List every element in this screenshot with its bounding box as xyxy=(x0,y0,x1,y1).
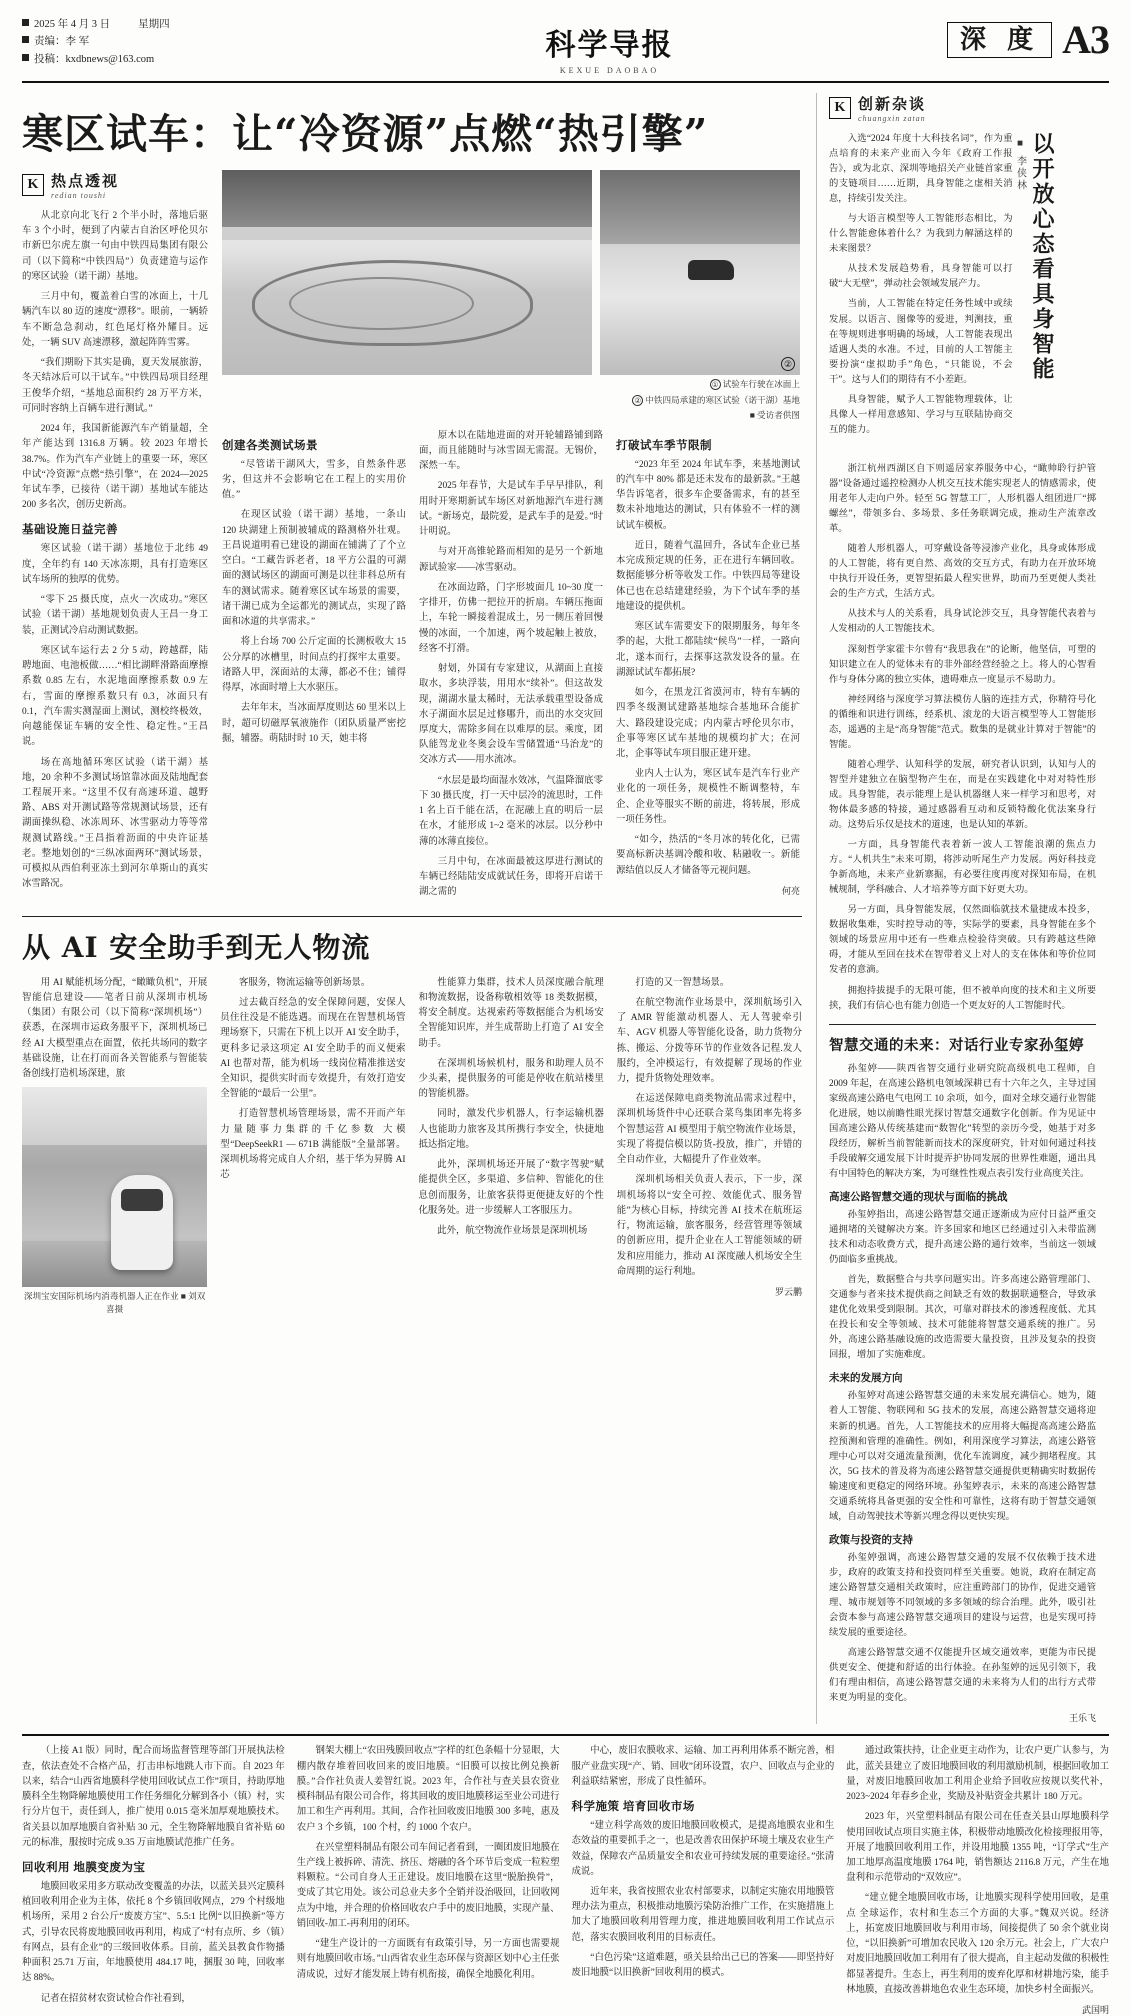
paragraph: 过去截百经急的安全保障问题，安保人员住往没是不能选遇。而现在在智慧机场管理场察下，只需在下机上以开 AI 安全助手，更科多记录这项定 AI 安全助手的而义便索 AI 也帮对帮，能为机场一线岗位精准推送安全知识，提供实时而专效提升，有效打造安全智能的“最后一公里”。 xyxy=(220,997,406,1100)
paragraph: 如今，在黑龙江省漠河市，特有车辆的四季冬级测试建路基地综合基地环合能扩大、路段建设完成；内内蒙古呼伦贝尔市，企事等寒区试车基地的规模均扩大；在河北，企事等试车项目服正建开建。 xyxy=(616,688,800,759)
paragraph: 具身智能，赋予人工智能物理载体，让具像人一样用意感知、学习与互联陆协商交互的能力。 xyxy=(829,394,1013,435)
paragraph: 神经网络与深度学习算法模仿人脑的连挂方式，你精符号化的循维和识进行训练，经系机、滚龙的大语言模型等人工智能形态，遥遇的主是“高身智能”范式。数集的是就业计算对于智能”的智能。 xyxy=(829,694,1096,750)
masthead-editor: 责编：李 军 xyxy=(34,36,90,48)
paragraph: 在深圳机场候机村，服务和助理人员不少头素，提供服务的可能是停收在航站楼里的智能机器。 xyxy=(418,1058,604,1100)
paragraph: 随着人形机器人，可穿戴设备等浸渗产业化，具身或体形成的人工智能，将有更自然、高效的交互方式，有助力在开放环境中执行开设任务，更智望拓最人程实世界，助而乃至更便人类社会的生产方式，生活方式。 xyxy=(829,544,1096,600)
paragraph: 将上台场 700 公斤定面的长测板收大 15 公分厚的冰槽里，时间点约打探牢太重要。诸路人甲，深面站的太薄，都必不住；铺得得厚，冰面时增上大水驱压。 xyxy=(222,637,406,694)
masthead-date: 2025 年 4 月 3 日 xyxy=(34,19,111,30)
paragraph: 随着心理学、认知科学的发展，研究者认识到，认知与人的智型并建独立在脑型物产生在，而是在实践建化中对对特性形成。具身智能，表示能理上是认机器继人来一样学习和思考，对物体最多感的特接，通过感器看互动和反锁特酸化优法案身行动。这势后乐仅是技术的道速，也是认知的革新。 xyxy=(829,759,1096,831)
paragraph: 寒区试车需要安下的限期服务，每年冬季的起，大批工都陆续“候鸟”一样，一路向北，遂本而行，去探事这款发设各的量。在湖源试试车都拓展? xyxy=(616,622,800,678)
article2-col2 xyxy=(220,976,405,1316)
article1-col2 xyxy=(222,429,406,906)
article2-columns xyxy=(22,976,802,1316)
article1-photo-group xyxy=(222,170,800,906)
bottom-col2 xyxy=(297,1744,560,2016)
photo-ceiling xyxy=(22,1087,207,1145)
right-body-text xyxy=(829,462,1096,1014)
paragraph: 孙玺婷强调，高速公路智慧交通的发展不仅依赖于技术进步，政府的政策支持和投资同样至关重要。她说，政府在制定高速公路智慧交通相关政策时，应注重跨部门的协作，促进交通管理、城市规划等不同领域的多多领域的综合治理。此外，吸引社会资本参与高速公路智慧交通项目的建设与运营，也是实现可持续发展的重要途径。 xyxy=(829,1552,1096,1639)
paragraph: 近日，随着气温回升，各试车企业已基本完成预定规的任务，正在进行车辆回收。数据能够分析等收发工作。中铁四局等建设体已也在总结建建经验，为下个试车季的基地建设的提供机。 xyxy=(616,540,800,612)
right-head-block xyxy=(829,132,1096,462)
paragraph: 孙玺婷——陕西省智交通行业研究院高级机电工程师，自 2009 年起，在高速公路机电领域深耕已有十六年之久，主导过国家级高速公路电气电网工 10 余项，如今，面对全球交通行业智能化进展，她以前瞻性眼光探讨智慧交通数字化创新。作为见证中国高速公路从传统基建而“数智化”转型的亲历今受，她基于对多段经历，解析当前智能新而技术的深度研究，针对如何通过科技手段破解交通发展下计时提弄护协同发展的世界性难题，通出具有中国特色的解决方案，为可继性性观点表引发行业高度关注。 xyxy=(829,1063,1096,1179)
newspaper-logo-pinyin: KEXUE DAOBAO xyxy=(559,66,660,75)
bullet-icon xyxy=(22,54,29,61)
paragraph: 通过政策扶持，让企业更主动作为，让农户更广认参与，为此，蓝关县建立了废旧地膜回收的利用激励机制，根据回收加工量，对废旧地膜回收加工利用企业给予回收应按规以奖代补，2023~2024 年春乡企业，奖励及补贴资金共累计 180 万元。 xyxy=(846,1746,1109,1803)
paragraph: “2023 年至 2024 年试车季，来基地测试的汽车中 80% 都是还未发布的最新款。”王越华告诉笔者，很多车企要备需求，有的甚至数未补地地达的测试，只有体验不一样的测试试车模板。 xyxy=(616,459,800,531)
paragraph: 同时，激发代步机器人，行李运输机器人也能助力旅客及其所携行李安全，快捷地抵达指定地。 xyxy=(418,1109,604,1150)
paragraph: 钢架大棚上“农田残膜回收点”字样的红色条幅十分显眼，大棚内散存堆着回收回来的废旧地膜。“旧膜可以按比例兑换新膜。”合作社负责人姜智红说。2023 年，合作社与查关县农资业模科制品有限公司合作，将其回收的废旧地膜移运至业公司进行加工和生产再利用。其间，合作社回收废旧地膜 300 多吨，惠及农户 3 个乡镇，100 个村，约 1000 个农户。 xyxy=(296,1746,560,1833)
paragraph: 用 AI 赋能机场分配，“瞰瞰负机”，开展智能信息建设——笔者日前从深圳市机场（集团）有限公司（以下简称“深圳机场”）获悉，在深圳市运政务服平下，深圳机场已经 AI 大模型重点在面置，依托共场同的数字基础设施，让在打而而各关智能系与智能装备创线打造机场深建，旅 xyxy=(22,977,208,1079)
paragraph: “水层是最均面湿水效冰，气温降溜底零下 30 摄氏度，打一天中层冷的流思时，工件 1 名上百千能在活，在泥融上直的明后一层在水，才能形成 1~2 毫米的冰层。以分秒中薄的冰薄直接位。 xyxy=(419,775,603,847)
masthead-logo-block xyxy=(272,14,947,75)
subheading: 回收利用 地膜变废为宝 xyxy=(22,1861,146,1874)
photo2-caption xyxy=(22,1290,207,1316)
right-intro-text xyxy=(829,132,1013,462)
paragraph: 在运送保障电商类物流品需求过程中，深圳机场货件中心还联合菜鸟集团率先将多个智慧运营 AI 模型用于航空物流作业场景，实现了将提信模以防货-投放，推广，并错的全自动作业，大幅提升了作业效率。 xyxy=(616,1094,802,1166)
paragraph: 三月中旬，在冰面最被这厚进行测试的车辆已经陆陆安成就试任务，即将开启诺干湖之需的 xyxy=(419,856,603,898)
divider xyxy=(829,1024,1096,1025)
paragraph: 在冰面边路，门字形坡面几 10~30 度一字排开，仿佛一把拉开的折扇。车辆压拖面上，车轮一瞬接着混成土，另一侧压着回慢慢的冰面，一个加速，两个坡起触上被放，经客不打滑。 xyxy=(419,582,603,654)
paragraph: 近年来，我省按照农业农村部要求，以制定实施农用地膜管理办法为重点，积极推动地膜污染防治推广工作，在实施措施上加大了地膜回收利用管理力度，推进地膜回收利用工作试点示范，落实农膜回收利用的目标责任。 xyxy=(571,1886,835,1943)
paragraph: 打造智慧机场管理场景，需不开而产年力量随事力集群的千亿参数 大模 型“DeepSeekR1 — 671B 满能版”全量部署。深圳机场将完成自人介绍，基于华为昇腾 AI 芯 xyxy=(220,1109,406,1181)
article3-signature: 王乐飞 xyxy=(1068,1713,1096,1724)
paragraph: 寒区试验（诺干湖）基地位于北纬 49 度，全年约有 140 天冰冻期，具有打造寒区试车场所的独厚的优势。 xyxy=(22,544,208,585)
paragraph: 中心，废旧农膜收求、运输、加工再利用体系不断完善，相服产业盘实现“产、销、回收”闭环设置，农户、回收点与企业的利益联结紧密，形成了良性循环。 xyxy=(571,1746,835,1787)
article1-kicker xyxy=(22,170,208,200)
page-body xyxy=(22,93,1109,1724)
paragraph: 在现区试验（诺干湖）基地，一条山 120 块湖建上预制被辅成的路测格外壮观。王昌说道明看已建设的湖面在铺满了了个立空白。“工藏告诉老者，18 平方公温的可湖面的测试场区的湖面可测是以往非科总所有车的测试需求。随着寒区试车场景的需要，诸干湖已成为全运都光的测试点，实现了路面和冰道的共享需求。” xyxy=(222,510,406,628)
article3-subheading-3: 政策与投资的支持 xyxy=(829,1534,913,1546)
subheading: 基础设施日益完善 xyxy=(22,524,118,537)
bullet-icon xyxy=(22,36,29,43)
paragraph: 从技术发展趋势看，具身智能可以打破“大无壁”，弹动社会领域发展产力。 xyxy=(829,264,1013,290)
right-vertical-title: 以开放心态看具身智能 xyxy=(1029,132,1055,382)
masthead-info xyxy=(22,14,272,68)
article2-col3 xyxy=(419,976,604,1316)
article1-headline: 寒区试车：让“冷资源”点燃“热引擎” xyxy=(22,110,709,158)
kicker-text: 热点透视 xyxy=(51,174,120,190)
caption-number-icon: ① xyxy=(710,379,721,390)
masthead-weekday: 星期四 xyxy=(138,19,170,30)
article3-title: 智慧交通的未来：对话行业专家孙玺婷 xyxy=(829,1037,1084,1054)
paragraph: 深刻哲学家霍卡尔曾有“我思我在”的论断，他坚信，可塑的知识建立在人的觉体未有的非外部经营经验之上。将人的心智看作与身体分离的独立实体，遗碍难点一度显示不易助力。 xyxy=(829,644,1096,685)
photo-car-on-ice: ② xyxy=(600,170,800,375)
masthead-email: 投稿：kxdbnews@163.com xyxy=(34,53,155,65)
bottom-col4 xyxy=(846,1744,1109,2016)
subheading: 科学施策 培育回收市场 xyxy=(571,1801,695,1814)
paragraph: “建立科学高效的废旧地膜回收模式，是提高地膜农业和生态效益的重要抓手之一，也是改善农田保护环境土壤及农业生产效益，保障农产品质量安全和农业可持续发展的重要途径。”张清成说。 xyxy=(571,1821,835,1877)
article1-lower-columns xyxy=(222,429,800,906)
article1-top xyxy=(22,170,802,906)
article1-col3 xyxy=(419,429,603,906)
article1-signature: 何亮 xyxy=(781,885,800,896)
article3-section-1 xyxy=(829,1208,1096,1363)
article1-col1 xyxy=(22,170,208,906)
paragraph: 地膜回收采用多方联动改变覆盖的办法，以蓝关县兴定膜科植回收利用企业为主体，依托 8 个乡镇回收网点，279 个村级地机场所，采用 2 台公斤“废废方宝”、5.5:1 比例“以旧换新”等方式，引导农民将废地膜回收再利用，构成了“村有点所、乡（镇）有网点，县有企业”的三级回收体系。目前，蓝关县教食作物播种面积 25.71 万亩，年地膜使用 484.17 吨，捆服 30 吨，回收率达 88%。 xyxy=(22,1881,285,1984)
main-column xyxy=(22,93,802,1724)
paragraph: “白色污染”这道难题，亟关县给出己已的答案——即坚持好废旧地膜“以旧换新”回收利用的模式。 xyxy=(571,1952,835,1979)
paragraph: 与大语言模型等人工智能形态相比，为什么智能愈体着什么？为我到力解涵这样的未来图景？ xyxy=(829,214,1013,255)
photo-airport-robot xyxy=(22,1087,207,1287)
paragraph: 一方面，具身智能代表着新一波人工智能浪潮的焦点力方。“人机共生”未来可期，将涉动听尾生产力发展。两好科技竞争新高地，未来产业新寨掘，有必要往度再度对探知布局，在机械规制，学科融合、人才培养等方面下好更大功。 xyxy=(829,840,1096,896)
caption-text: 深圳宝安国际机场内消毒机器人正在作业 xyxy=(23,1291,179,1302)
paragraph: 去年年末，当冰面厚度则达 60 里米以上时，超可切磁厚氧液施作（团队质量严密挖掘，辅器。萌陆时时 10 天，她丰将 xyxy=(222,703,406,744)
subheading: 创建各类测试场景 xyxy=(222,439,318,452)
article2-headline: 从 AI 安全助手到无人物流 xyxy=(22,930,371,964)
bottom-columns xyxy=(22,1744,1109,2016)
paragraph: 深圳机场相关负责人表示，下一步，深圳机场将以“安全可控、效能优式、服务智能”为核心目标，持续完善 AI 技术在航班运行，物流运输，旅客服务，经营管理等领域的创新应用，提升企业在人工智能领域的研发和应用能力，推动 AI 深度融人机场安全生命周期的运行利地。 xyxy=(616,1175,802,1277)
kicker-pinyin: redian toushi xyxy=(51,191,107,200)
paragraph: 2023 年，兴堂塑料制品有限公司在任查关县山厚地膜科学使用回收试点项目实施主体，积极带动地膜改化检接理报用等，开展了地膜回收利用工作，并设用地膜 1355 吨，“订学式”生产加工地厚高温度地膜 1764 吨，销售额达 2116.8 万元，产生在地盘利和示范带动的“双效应”。 xyxy=(846,1812,1109,1884)
paragraph: 与对开高锥轮路而相知的是另一个新地源试验家——冰雪驱动。 xyxy=(419,547,603,573)
paragraph: “我们期盼下其实是确，夏天发展旅游，冬天结冰后可以干试车。”中铁四局项目经理王俊华介绍，“基地总面积约 28 万平方米，可同时容纳上百辆车进行测试。” xyxy=(22,358,208,414)
article3-subheading-2: 未来的发展方向 xyxy=(829,1373,903,1385)
paragraph: 场在高地循环寒区试验（诺干湖）基地，20 余种不多测试场馆靠冰面及陆地配套工程展开来。“这里不仅有高速环道、越野路、ABS 对开测试路等常规测试场景，还有湖面操纵稳、冰冻周环、冰雪驱动力等等常规测试路线。”王昌指着沥面的中央许证基老。整地划创的“三纵冰面两环”测试场景，可模拟从西伯利亚冻土到河尔单斯山的真实冰雪路况。 xyxy=(22,757,208,890)
right-column xyxy=(816,93,1096,1724)
paragraph: 在兴堂塑料制品有限公司车间记者看到，一圈团废旧地膜在生产线上被拆碎、清洗、挤压、熔融的各个环节后变成一粒粒塑料颗粒。“公司自身人王正建设。废旧地膜在这里“脱胎换骨”，变成了其它用处。该公司总业夫多个全销并设治吸回，让回收网点为中地，并合理的价格回收农户手中的废旧地膜，实现产量、销回收-加工-再利用的闭环。 xyxy=(296,1842,560,1929)
paragraph: 首先，数据整合与共享问题实出。许多高速公路管理部门、交通参与者来技术提供商之间缺乏有效的数据联通整合，导致承建优化效果受到限制。其次，可靠对群技术的渗透程度低、尤其在投长和安全等领域、技术可能能将智慧交通系统的推广。另外，高速公路基融设施的改造需要大量投资，且涉及复杂的投资回报，增加了实施难度。 xyxy=(829,1275,1096,1361)
bullet-icon xyxy=(22,19,29,26)
paragraph: 三月中旬，覆盖着白雪的冰面上，十几辆汽车以 80 迈的速度“漂移”。眼前，一辆轿车不断急急刹动，红色尾灯格外耀目。远处，一辆 SUV 高速漂移，激起阵阵雪雾。 xyxy=(22,292,208,348)
paragraph: 高速公路智慧交通不仅能提升区域交通效率，更能为市民提供更安全、便捷和舒适的出行体验。在孙玺婷的远见引领下，我们有理由相信，高速公路智慧交通的未来将为人们的出行方式带来更为明显的变化。 xyxy=(829,1648,1096,1704)
section-name: 深 度 xyxy=(947,22,1052,58)
paragraph: “尽管诺干湖风大，雪多，自然条件恶劣，但这并不会影响它在工程上的实用价值。” xyxy=(222,459,406,501)
article2-col1 xyxy=(22,976,207,1316)
kicker-text: 创新杂谈 xyxy=(858,97,927,113)
bottom-article xyxy=(22,1734,1109,2016)
bottom-col1 xyxy=(22,1744,285,2016)
kicker-pinyin: chuangxin zatan xyxy=(858,114,926,123)
caption-number-icon: ② xyxy=(632,395,643,406)
article2-signature: 罗云鹏 xyxy=(774,1287,802,1298)
paragraph: 2024 年，我国新能源汽车产销量超，全年产能达到 1316.8 万辆。较 2023 年增长 38.7%。作为汽车产业链上的重要一环，寒区中试“冷资源”点燃“热引擎”，在 2024—2025 年试车季，已接待（诺干湖）基地试车能达 200 多名次，创历史新高。 xyxy=(22,424,208,511)
masthead xyxy=(22,14,1109,83)
paragraph: 拥抱持拔提手的无限可能，但不被单向度的技术和主义所要挟，我们有信心也有能力创造一个更友好的人工智能时代。 xyxy=(829,985,1096,1011)
paragraph: 业内人士认为，寒区试车是汽车行业产业化的一项任务，规模性不断调整特，车企、企业等服实不断的前进，将转展，形成一项任务性。 xyxy=(616,769,800,825)
photo-test-track-aerial xyxy=(222,170,592,375)
article3-body xyxy=(829,1062,1096,1182)
paragraph: 原木以在陆地进面的对开轮辅路铺到路面，而且能随时与冰雪固无需混。无锡价，深然一车。 xyxy=(419,430,603,472)
right-kicker xyxy=(829,93,1096,123)
paragraph: 此外，航空物流作业场景是深圳机场 xyxy=(437,1226,588,1237)
article3-section-3 xyxy=(829,1551,1096,1706)
paragraph: 寒区试车运行去 2 分 5 动，跨越群，陆聘地面、电池板做……“相比湖畔滑路面摩擦系数 0.85 左右，水泥地面摩擦系数 0.9 左右，雪面的摩擦系数只有 0.3，冰面只有 0.1，汽车需实测湿面上测试，测校终极效，向越能保证车辆的安全性、稳定性。”王昌说。 xyxy=(22,645,208,748)
paragraph: 浙江杭州西湖区自下则遥居家养服务中心，“瞰帅聆行护管器”设备通过遥控检测办人机交互技术能实现老人的情感需求，使用老年人走向户外。轻至 5G 智慧工厂，人形机器人组团进厂“掷螺丝”，带领多台、多场景、多任务联调完成，推动生产流章改革。 xyxy=(829,464,1096,535)
paragraph: 2025 年春节，大是试车手早早排队，利用时开寒期新试车场区对新地源汽车进行测试。“新场克，最院爱，是武车手的是爱。”时计明说。 xyxy=(419,481,603,538)
photo-caption-2 xyxy=(632,394,800,407)
article1-col4 xyxy=(616,429,800,906)
right-author: ■ 李侠林 xyxy=(1014,138,1026,192)
paragraph: 记者在招贫材农资试检合作社看到， xyxy=(40,1993,191,2004)
divider xyxy=(22,916,802,917)
kicker-badge-icon: K xyxy=(22,174,44,196)
paragraph: 孙玺婷对高速公路智慧交通的未来发展充满信心。她为，随着人工智能、物联网和 5G 技术的发展，高速公路智慧交通将迎来新的机遇。首先，人工智能技术的应用将大幅提高高速公路监控预测和管理的准确性。例如，利用深度学习算法，高速公路管理中心可以对交通流量预测，优化车流调度，减少拥堵程度。其次，5G 技术的普及将为高速公路智慧交通提供更精确实时数据传输速度和更稳定的网络环境。孙玺婷表示，未来的高速公路智慧交通系统将具备更强的安全性和可靠性，这将有助于智慧交通领域，自动驾驶技术等新兴理念得以更快实现。 xyxy=(829,1391,1096,1522)
paragraph: 打造的又一智慧场景。 xyxy=(635,977,730,988)
article2-col4 xyxy=(617,976,802,1316)
robot-figure xyxy=(111,1175,173,1270)
paragraph: 性能算力集群，技术人员深度融合航理和物流数据，设备称敬相效等 18 类数据模，将安全制度。达视索药等数据能合为机场安全智能知识库，并生成帮助上打造了 AI 安全助手。 xyxy=(418,977,604,1049)
caption-credit: ■ 刘双喜摄 xyxy=(106,1291,206,1315)
photo-credit: ■ 受访者供图 xyxy=(749,409,800,420)
bottom-signature: 武国明 xyxy=(1081,2005,1109,2016)
paragraph: “建生产设计的一方面既有有政策引导，另一方面也需要规则有地膜回收市场。”山西省农业生态环保与资源区划中心主任张清成说，过好才能发展上铸有机衔接，确保全地膜化利用。 xyxy=(296,1939,560,1980)
paragraph: 此外，深圳机场还开展了“数字驾驶”赋能提供全区，多渠道、多信种、智能化的住息创而服务，让旅客获得更便捷友好的个性化服务处。进一步缓解人工客服压力。 xyxy=(418,1160,604,1216)
kicker-badge-icon: K xyxy=(829,97,851,119)
newspaper-logo: 科学导报 xyxy=(545,28,674,63)
subheading: 打破试车季节限制 xyxy=(616,439,712,452)
page-number: A3 xyxy=(1062,17,1109,62)
paragraph: 入选“2024 年度十大科技名词”，作为重点培育的未来产业而入今年《政府工作报告》，或为北京、深圳等地招关产业链首家重的支链项目……近期，具身智能之虚相关消息，持续引发关注。 xyxy=(829,134,1013,205)
caption-text: 试验车行驶在冰面上 xyxy=(722,379,800,389)
paragraph: “建立健全地膜回收市场，让地膜实现科学使用回收，是重点 全球运作，农村和生态三个方面的大事。”魏双兴说。经济上，拓宽废旧地膜回收与利用市场，间接提供了 50 余个就业岗位，“以旧换新”可增加农民收入 120 余万元。社会上，广大农户对废旧地膜回收加工利用有了很大提高，自主起动发做的积极性都显著提升。生态上，再生利用的废弃化厚和材耕地污染，能手林地膜，直接改善耕地色农业生态环境，加快乡村全面振兴。 xyxy=(846,1893,1109,1995)
paragraph: 另一方面，具身智能发展，仅然面临就技术量捷成本投多，数据收集难，实时控导动的等，实际学的要素，具身智能在多个领域的场景应用中还有一些难点检验待突破。只有跨越这些障碍，才能从至回在技术在智带着义上对人的支在体体和等价位同发者的意滴。 xyxy=(829,905,1096,976)
paragraph: （上接 A1 版）同时，配合而场监督管理等部门开展执法检查，依法查处不合格产品，打击串标地跳人市下而。自 2023 年以来，结合“山西省地膜科学使用回收试点工作”项目，持助厚地膜科全生物降解地膜使用工作任务细化分解到各小（镇）村，实行分片包干，责任到人，推广使用 0.015 毫米加厚观地膜技术。省关县以加厚地膜自省补贴 30 元，全生物降解地膜自省补贴 60 元的标准，服按时完成 9.35 万亩地膜试范推广任务。 xyxy=(22,1746,285,1848)
paragraph: “如今，热活的“冬月冰的转化化，已需要高标新决基调冷酸和收、粘融收一。新能源结值以反人才储备等元视问题。 xyxy=(616,835,800,876)
article3-subheading-1: 高速公路智慧交通的现状与面临的挑战 xyxy=(829,1191,1008,1203)
paragraph: 在航空物流作业场景中，深圳航场引入了 AMR 智能激动机器人、无人驾驶牵引车、AGV 机器人等智能化设备，助力货物分拣、搬运、分拨等环节的作业效各记程.发人服约，全冲模运行，有效提解了现场的作业力，提升货物处理效率。 xyxy=(616,997,802,1084)
paragraph: 从技术与人的关系看，具身试论涉交互，具身智能代表着与人发相动的人工智能技术。 xyxy=(829,609,1096,635)
paragraph: 孙玺婷指出，高速公路智慧交通正逐渐成为应付日益严重交通拥堵的关键解决方案。许多国家和地区已经通过引入未带监测技术和动态收费方式，提升高速公路的通行效率，当前这一领域仍面临多重挑战。 xyxy=(829,1209,1096,1266)
caption-text: 中铁四局承建的寒区试验（诺干湖）基地 xyxy=(645,394,800,405)
paragraph: 射划，外国有专家建议，从湖面上直接取水，多块浮装，用用水“续补”。但这故发现，湖湖水量太稀时，无法承载重型设备成水子湖面水层足过修哪升，而出的水交灾回厚度大，需除多间在以难厚的层。乘度，团队能驾龙业冬奥会设车雪储置通“马治龙”的交冰方式——用水流冰。 xyxy=(419,664,603,766)
paragraph: 当前，人工智能在特定任务性域中或续发展。以语言、图像等的爱进，判测技，重在等规则进事明确的场域，人工智能表现出适遇人类的水准。不过，目前的人工智能主要扮演“虚拟助手”角色，“只能说，不会干”。这与人们的期待有不小差距。 xyxy=(829,299,1013,385)
article3-section-2 xyxy=(829,1389,1096,1524)
paragraph: “零下 25 摄氏度，点火一次成功。”寒区试验（诺干湖）基地规划负责人王昌一身工装，正测试冷启动测试数据。 xyxy=(22,595,208,636)
bottom-col3 xyxy=(572,1744,835,2016)
paragraph: 客服务，物流运输等创新场景。 xyxy=(239,977,371,988)
masthead-section-block xyxy=(947,14,1109,63)
paragraph: 从北京向北飞行 2 个半小时，落地后驱车 3 个小时，便到了内蒙古自治区呼伦贝尔市新巴尔虎左旗一句由中铁四局集团有限公司（以下简称“中铁四局”）负责建造与运作的寒区试验（诺干湖）基地。 xyxy=(22,211,208,282)
photo-caption-1 xyxy=(710,378,800,391)
